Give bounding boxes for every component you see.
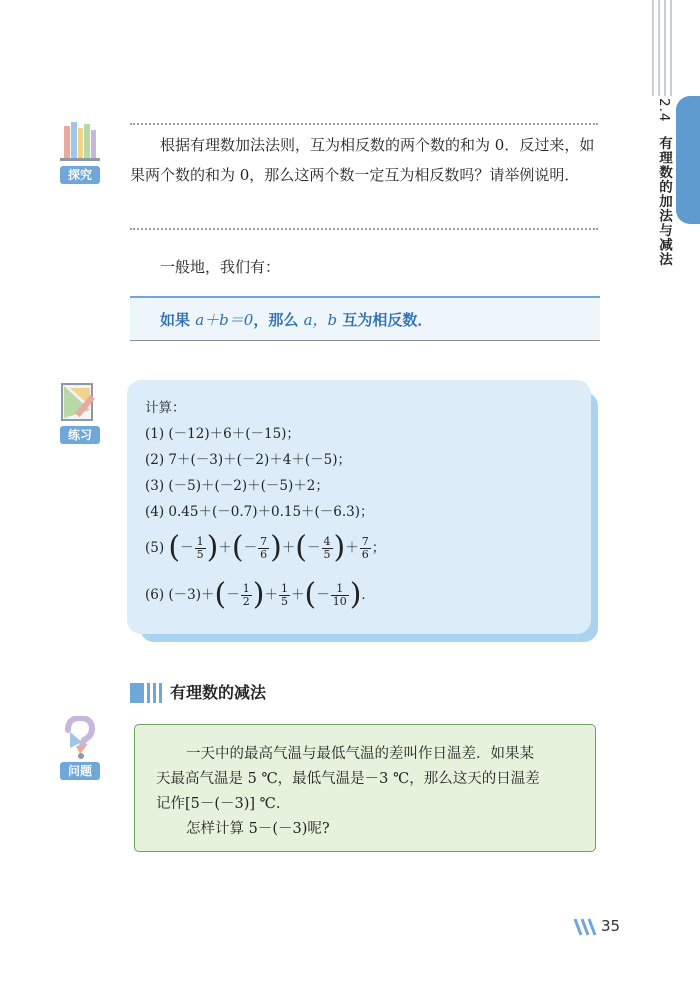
explore-icon-block bbox=[56, 120, 104, 184]
practice-title: 计算： bbox=[145, 400, 186, 416]
notebook-pencil-icon bbox=[56, 380, 104, 424]
section-bar-icon bbox=[130, 683, 164, 703]
practice-item-3: (3) (－5)＋(－2)＋(－5)＋2； bbox=[145, 478, 329, 494]
explore-text: 根据有理数加法法则，互为相反数的两个数的和为 0．反过来，如果两个数的和为 0，那么这两个数一定互为相反数吗？请举例说明． bbox=[130, 136, 595, 184]
page-number-decoration-icon bbox=[573, 917, 599, 937]
explore-label: 探究 bbox=[60, 166, 100, 184]
summary-box bbox=[130, 296, 600, 341]
divider-top bbox=[130, 123, 598, 125]
fraction: $\frac{1}{2}$ bbox=[242, 581, 250, 608]
section-number: 2.4 bbox=[656, 98, 672, 123]
practice-item-1: (1) (－12)＋6＋(－15)； bbox=[145, 426, 300, 442]
section-title: 有理数的减法 bbox=[170, 683, 267, 702]
problem-line-4: 怎样计算 5－(－3)呢? bbox=[186, 821, 330, 837]
problem-line-1: 一天中的最高气温与最低气温的差叫作日温差．如果某 bbox=[186, 746, 534, 762]
practice-item-2: (2) 7＋(－3)＋(－2)＋4＋(－5)； bbox=[145, 452, 351, 468]
fraction: $\frac{7}{6}$ bbox=[361, 534, 369, 561]
fraction: $\frac{1}{5}$ bbox=[280, 581, 288, 608]
page-number: 35 bbox=[601, 917, 621, 935]
fraction: $\frac{7}{6}$ bbox=[260, 534, 268, 561]
practice-item-6: (6) (－3)＋(－ $\frac{1}{2}$ )＋ $\frac{1}{5}$ ＋(－ $\frac{1}{10}$ )． bbox=[145, 577, 375, 612]
practice-item-4: (4) 0.45＋(－0.7)＋0.15＋(－6.3)； bbox=[145, 504, 374, 520]
problem-label: 问题 bbox=[60, 762, 100, 780]
fraction: $\frac{1}{5}$ bbox=[196, 534, 204, 561]
question-mark-icon bbox=[56, 716, 104, 760]
practice-icon-block bbox=[56, 380, 104, 444]
fraction: $\frac{1}{10}$ bbox=[332, 581, 347, 608]
summary-formula: a＋b＝0 bbox=[195, 311, 254, 329]
summary-text: 如果 a＋b＝0，那么 a，b 互为相反数． bbox=[160, 311, 433, 329]
fraction: $\frac{4}{5}$ bbox=[323, 534, 331, 561]
problem-icon-block bbox=[56, 716, 104, 780]
summary-vars: a，b bbox=[303, 311, 338, 329]
problem-line-2: 天最高气温是 5 ℃，最低气温是－3 ℃，那么这天的日温差 bbox=[156, 771, 540, 787]
problem-line-3: 记作[5－(－3)] ℃. bbox=[156, 796, 281, 812]
books-icon bbox=[56, 120, 104, 164]
side-decor-lines bbox=[650, 0, 700, 96]
general-intro: 一般地，我们有： bbox=[160, 258, 281, 276]
practice-item-5: (5) (－ $\frac{1}{5}$ )＋(－ $\frac{7}{6}$ )＋(－ $\frac{4}{5}$ )＋ $\frac{7}{6}$ ； bbox=[145, 530, 386, 565]
chapter-side-label bbox=[648, 98, 674, 267]
divider-bottom bbox=[130, 228, 598, 230]
chapter-tab bbox=[676, 96, 700, 224]
practice-label: 练习 bbox=[60, 426, 100, 444]
section-side-title: 有理数的加法与减法 bbox=[656, 136, 672, 267]
